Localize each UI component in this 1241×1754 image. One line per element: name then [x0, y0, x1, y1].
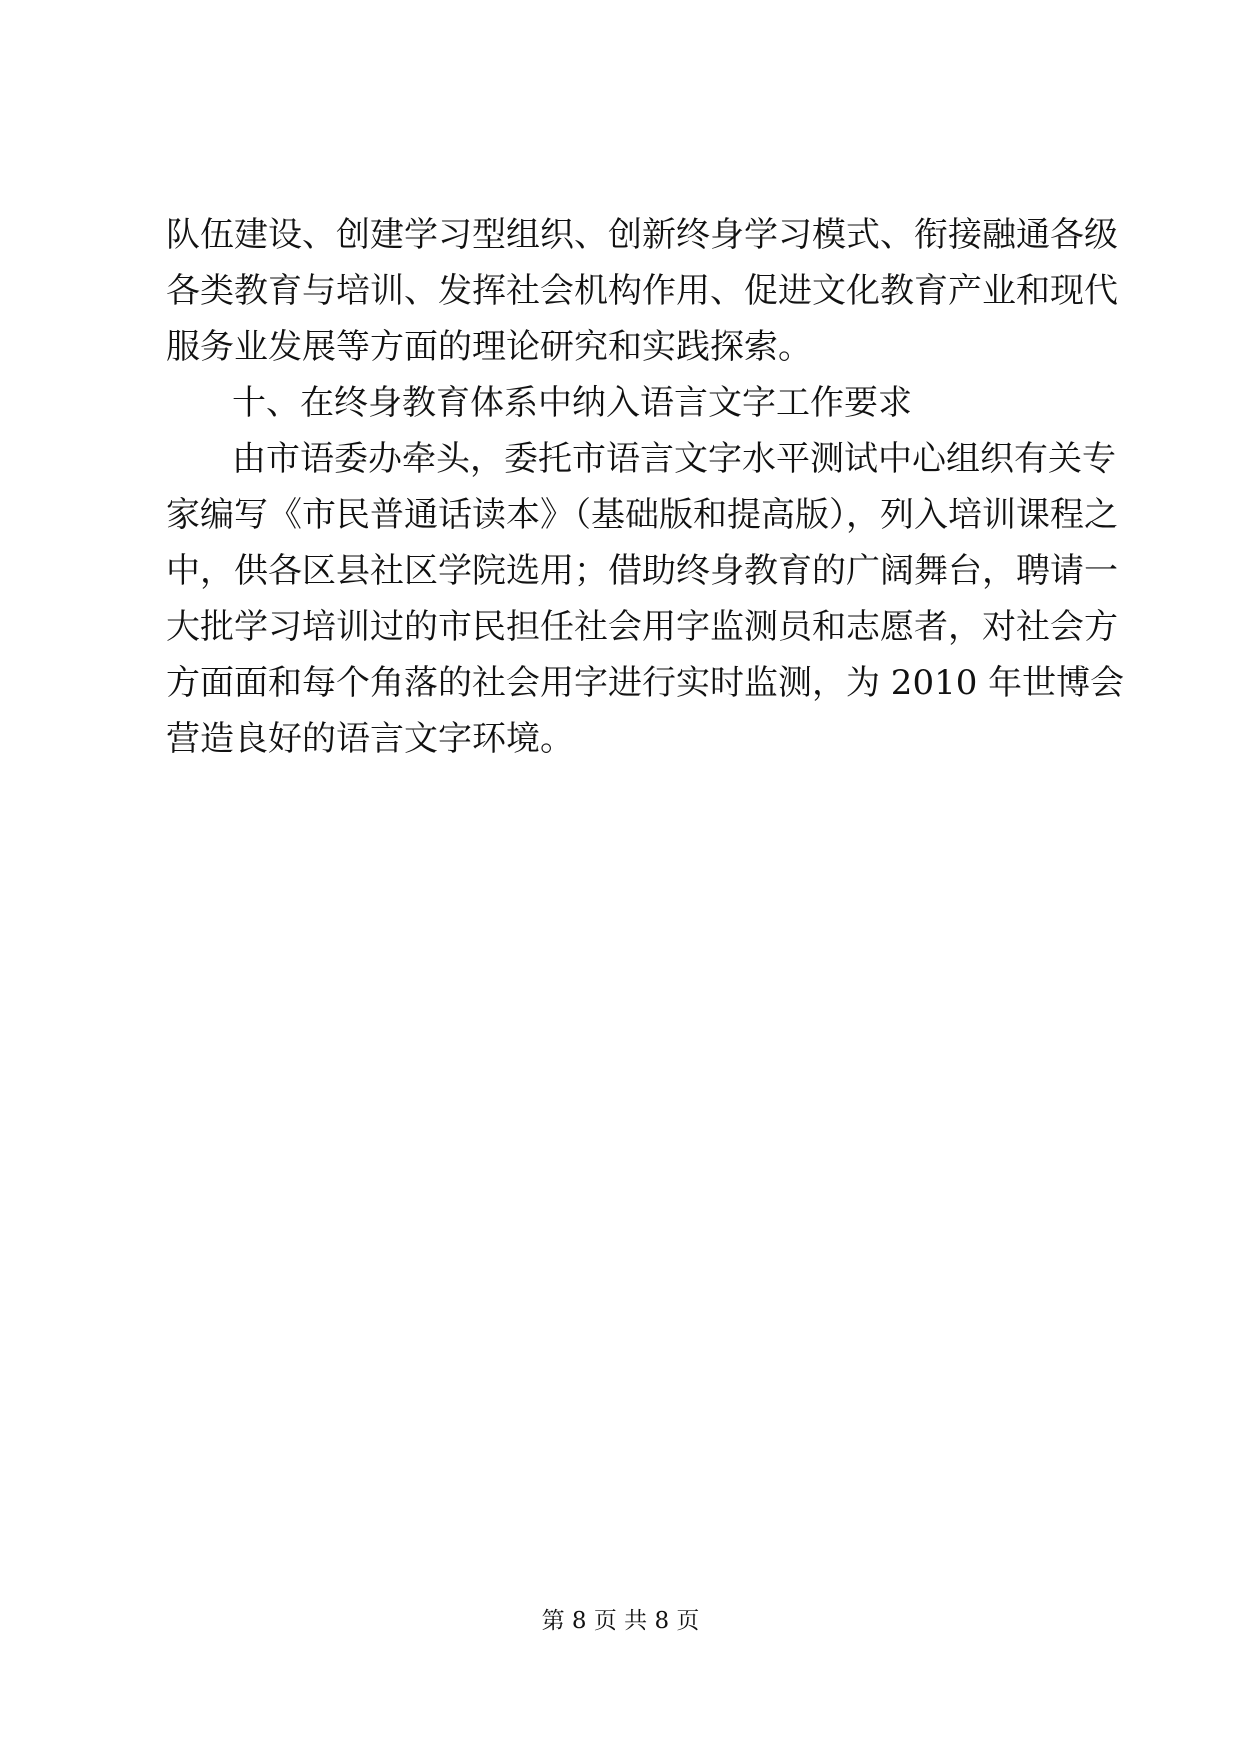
paragraph-line: 营造良好的语言文字环境。: [166, 719, 574, 759]
paragraph-line: 服务业发展等方面的理论研究和实践探索。: [166, 327, 812, 367]
paragraph-line: 中，供各区县社区学院选用；借助终身教育的广阔舞台，聘请一: [166, 551, 1118, 591]
paragraph-line: 各类教育与培训、发挥社会机构作用、促进文化教育产业和现代: [166, 271, 1118, 311]
paragraph-line: 队伍建设、创建学习型组织、创新终身学习模式、衔接融通各级: [166, 215, 1118, 255]
paragraph-line: 大批学习培训过的市民担任社会用字监测员和志愿者，对社会方: [166, 607, 1118, 647]
paragraph-line: 由市语委办牵头，委托市语言文字水平测试中心组织有关专: [232, 439, 1116, 479]
paragraph-line: 家编写《市民普通话读本》（基础版和提高版），列入培训课程之: [166, 495, 1118, 535]
paragraph-line: 方面面和每个角落的社会用字进行实时监测，为 2010 年世博会: [166, 663, 1125, 703]
page-number-footer: 第 8 页 共 8 页: [541, 1608, 700, 1634]
section-heading: 十、在终身教育体系中纳入语言文字工作要求: [232, 383, 912, 423]
